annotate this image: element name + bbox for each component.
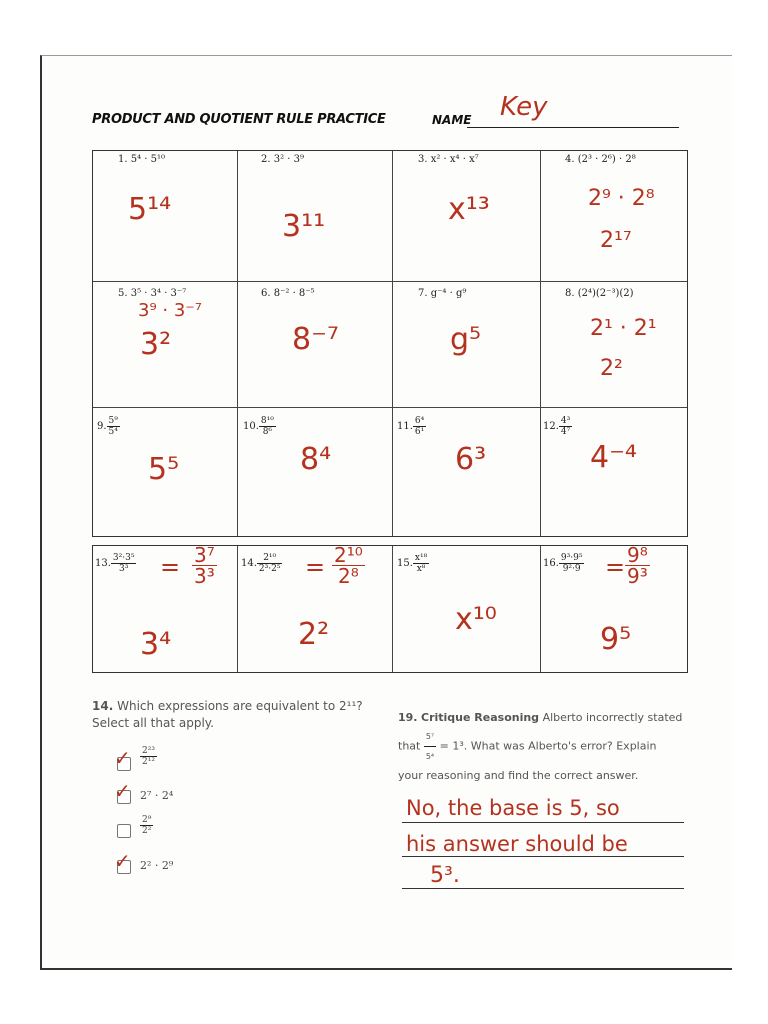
work-8: 2¹ · 2¹ (590, 316, 657, 341)
option-4-check-icon: ✓ (114, 849, 131, 873)
option-3-checkbox[interactable] (117, 824, 131, 838)
q19-answer-line-3: 5³. (430, 863, 460, 888)
q19-answer-line-2: his answer should be (406, 832, 628, 856)
work-4: 2⁹ · 2⁸ (588, 186, 655, 211)
answer-11: 6³ (455, 442, 487, 477)
work-5: 3⁹ · 3⁻⁷ (138, 300, 203, 321)
option-1-check-icon: ✓ (114, 746, 131, 770)
problem-3: 3. x² · x⁴ · x⁷ (418, 154, 479, 165)
equals-14: = (305, 553, 326, 581)
work-16: $\frac{\text{9⁸}}{\text{9³}}$ (627, 543, 648, 588)
question-19: 19. Critique Reasoning Alberto incorrectly stated that $\frac{\text{5⁷}}{\text{5⁴}}$ = 1³. What was Alberto's error? Explain your reasoning and find the correct answer. (398, 711, 683, 782)
name-value: Key (500, 92, 548, 122)
name-line (467, 127, 679, 128)
option-1-label: $\frac{\text{2²³}}{\text{2¹²}}$ (142, 746, 155, 767)
answer-line-3 (402, 888, 684, 889)
answer-line-1 (402, 822, 684, 823)
problem-15: 15. $\frac{\text{x¹⁸}}{\text{x⁸}}$ (397, 553, 428, 574)
answer-9: 5⁵ (148, 452, 180, 487)
problem-4: 4. (2³ · 2⁶) · 2⁸ (565, 154, 636, 165)
problem-7: 7. g⁻⁴ · g⁹ (418, 288, 467, 299)
option-2-label: 2⁷ · 2⁴ (140, 789, 174, 802)
q19-answer-line-1: No, the base is 5, so (406, 796, 620, 820)
option-3-label: $\frac{\text{2⁹}}{\text{2²}}$ (142, 815, 152, 836)
problem-1: 1. 5⁴ · 5¹⁰ (118, 154, 166, 165)
problem-9: 9. $\frac{\text{5⁹}}{\text{5⁴}}$ (97, 416, 118, 437)
problems-grid-13-16 (92, 545, 688, 673)
problem-13: 13. $\frac{\text{3²·3⁵}}{\text{3³}}$ (95, 553, 135, 574)
answer-14: 2² (298, 617, 330, 652)
problem-8: 8. (2⁴)(2⁻³)(2) (565, 288, 634, 299)
answer-2: 3¹¹ (282, 209, 326, 244)
question-14: 14. Which expressions are equivalent to 2¹¹? Select all that apply. (92, 699, 363, 730)
answer-7: g⁵ (450, 322, 482, 357)
answer-16: 9⁵ (600, 622, 632, 657)
problem-11: 11. $\frac{\text{6⁴}}{\text{6¹}}$ (397, 416, 425, 437)
option-2-check-icon: ✓ (114, 779, 131, 803)
equals-13: = (160, 553, 181, 581)
worksheet-title: PRODUCT AND QUOTIENT RULE PRACTICE (92, 112, 386, 127)
option-4-label: 2² · 2⁹ (140, 859, 174, 872)
work-14: $\frac{\text{2¹⁰}}{\text{2⁸}}$ (334, 543, 363, 588)
answer-13: 3⁴ (140, 627, 172, 662)
work-13: $\frac{\text{3⁷}}{\text{3³}}$ (194, 543, 215, 588)
answer-15: x¹⁰ (455, 602, 497, 637)
problem-10: 10. $\frac{\text{8¹⁰}}{\text{8⁶}}$ (243, 416, 274, 437)
equals-16: = (605, 553, 626, 581)
problem-2: 2. 3² · 3⁹ (261, 154, 305, 165)
answer-1: 5¹⁴ (128, 192, 172, 227)
answer-8: 2² (600, 356, 623, 381)
answer-line-2 (402, 856, 684, 857)
problem-6: 6. 8⁻² · 8⁻⁵ (261, 288, 315, 299)
answer-5: 3² (140, 327, 172, 362)
answer-12: 4⁻⁴ (590, 440, 637, 475)
answer-4: 2¹⁷ (600, 228, 632, 253)
answer-10: 8⁴ (300, 442, 332, 477)
problem-16: 16. $\frac{\text{9³·9⁵}}{\text{9²·9}}$ (543, 553, 583, 574)
answer-3: x¹³ (448, 192, 490, 227)
problem-14: 14. $\frac{\text{2¹⁰}}{\text{2³·2⁵}}$ (241, 553, 281, 574)
answer-6: 8⁻⁷ (292, 322, 339, 357)
problem-5: 5. 3⁵ · 3⁴ · 3⁻⁷ (118, 288, 187, 299)
name-label: NAME (432, 113, 472, 127)
problem-12: 12. $\frac{\text{4³}}{\text{4⁷}}$ (543, 416, 571, 437)
